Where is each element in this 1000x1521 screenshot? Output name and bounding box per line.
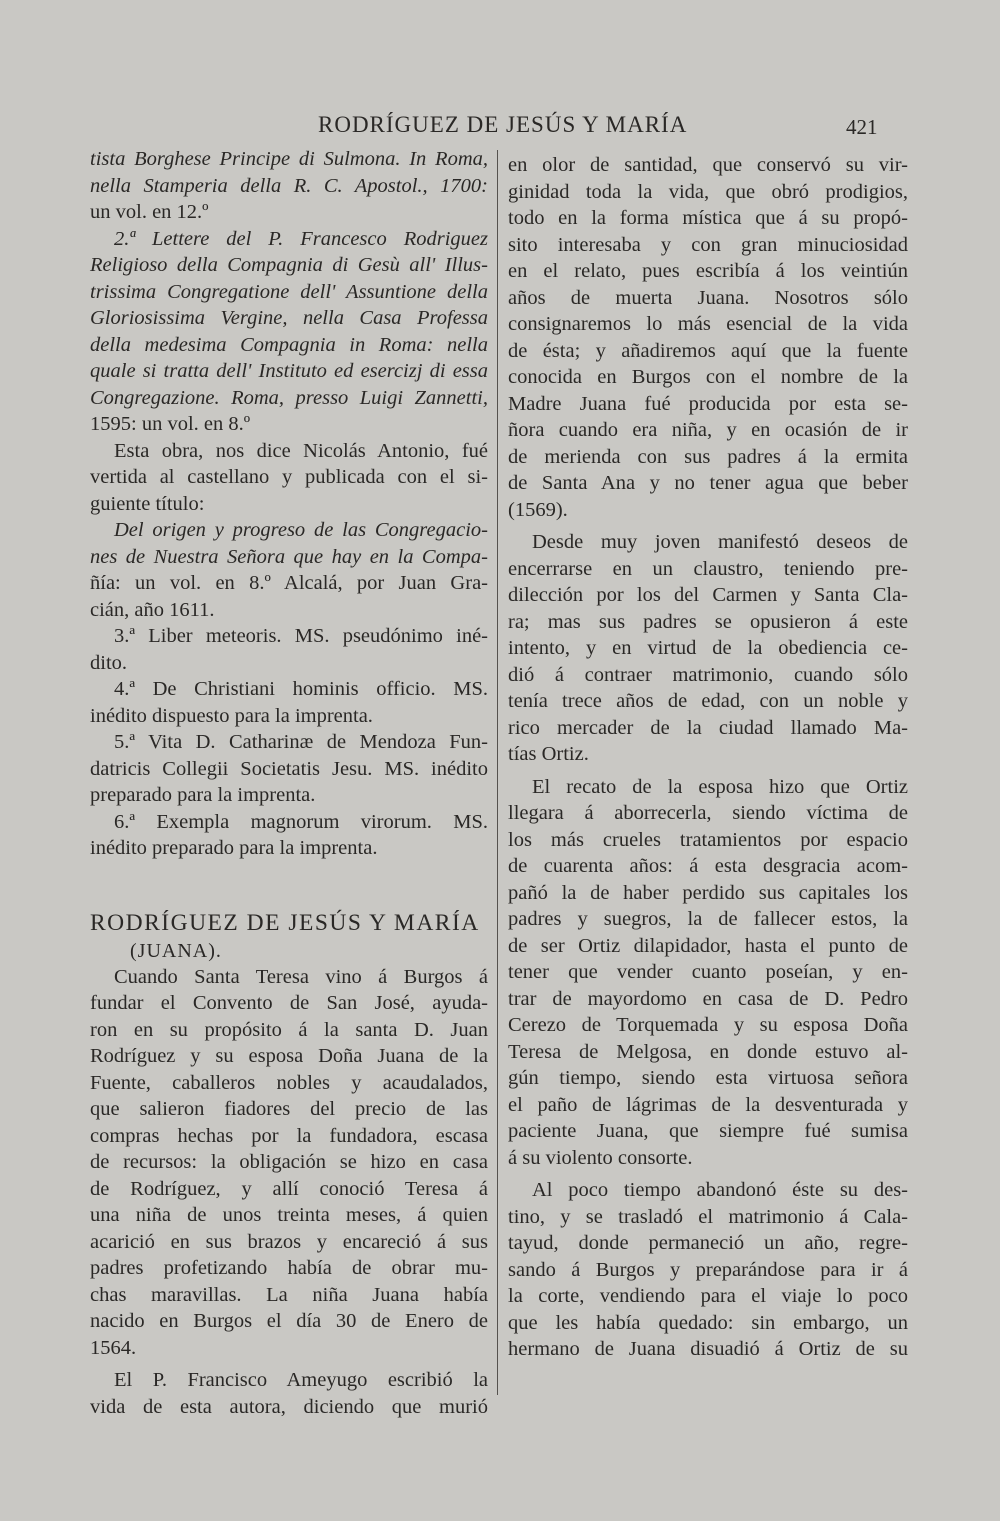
text-line: trar de mayordomo en casa de D. Pedro — [508, 987, 908, 1010]
section-subheading: (JUANA). — [130, 939, 222, 962]
text-line: 5.ª Vita D. Catharinæ de Mendoza Fun- — [114, 731, 488, 753]
text-line: vida de esta autora, diciendo que murió — [90, 1395, 488, 1418]
text-line: todo en la forma mística que á su propó- — [508, 207, 908, 229]
text-line: Al poco tiempo abandonó éste su des- — [532, 1179, 908, 1201]
text-line: los más crueles tratamientos por espacio — [508, 828, 908, 851]
text-line: á su violento consorte. — [508, 1146, 693, 1169]
biography-continuation — [508, 152, 908, 1363]
text-line: ñora cuando era niña, y en ocasión de ir — [508, 419, 908, 441]
text-line: 4.ª De Christiani hominis officio. MS. — [114, 678, 488, 700]
text-line: ñía: un vol. en 8.º Alcalá, por Juan Gra- — [90, 572, 488, 594]
text-line: de merienda con sus padres á la ermita — [508, 445, 908, 468]
text-line: Rodríguez y su esposa Doña Juana de la — [90, 1045, 488, 1067]
text-line: tías Ortiz. — [508, 743, 589, 765]
text-line: nella Stamperia della R. C. Apostol., 1700: — [90, 174, 488, 197]
text-line: tayud, donde permaneció un año, regre- — [508, 1232, 908, 1254]
text-line: años de muerta Juana. Nosotros sólo — [508, 286, 908, 309]
text-line: Del origen y progreso de las Congregacio- — [114, 519, 488, 541]
text-line: Esta obra, nos dice Nicolás Antonio, fué — [114, 439, 488, 462]
text-line: de Santa Ana y no tener agua que beber — [508, 472, 908, 494]
text-line: nacido en Burgos el día 30 de Enero de — [90, 1310, 488, 1332]
text-line: guiente título: — [90, 492, 205, 515]
text-line: fundar el Convento de San José, ayuda- — [90, 992, 488, 1014]
text-line: llegara á aborrecerla, siendo víctima de — [508, 802, 908, 824]
text-line: tino, y se trasladó el matrimonio á Cala- — [508, 1205, 908, 1228]
text-line: de Rodríguez, y allí conoció Teresa á — [90, 1177, 488, 1200]
page-number: 421 — [846, 115, 878, 139]
text-line: 1595: un vol. en 8.º — [90, 413, 251, 435]
text-line: inédito dispuesto para la imprenta. — [90, 704, 373, 727]
text-line: tista Borghese Principe di Sulmona. In Roma, — [90, 148, 488, 170]
running-title: RODRÍGUEZ DE JESÚS Y MARÍA — [318, 112, 688, 137]
text-line: la corte, vendiendo para el viaje lo poco — [508, 1285, 908, 1307]
text-line: encerrarse en un claustro, teniendo pre- — [508, 557, 908, 580]
text-line: Desde muy joven manifestó deseos de — [532, 531, 908, 553]
text-line: acarició en sus brazos y encareció á sus — [90, 1230, 488, 1253]
text-line: consignaremos lo más esencial de la vida — [508, 313, 908, 335]
text-line: que les había quedado: sin embargo, un — [508, 1311, 908, 1334]
text-line: 1564. — [90, 1336, 137, 1359]
text-line: El P. Francisco Ameyugo escribió la — [114, 1369, 488, 1391]
text-line: compras hechas por la fundadora, escasa — [90, 1124, 488, 1147]
text-line: dió á contraer matrimonio, cuando sólo — [508, 663, 908, 686]
bibliography-continuation — [90, 146, 488, 862]
section-heading: RODRÍGUEZ DE JESÚS Y MARÍA — [90, 909, 480, 936]
right-column — [508, 152, 908, 1363]
text-line: vertida al castellano y publicada con el si- — [90, 466, 488, 488]
biography-start — [90, 964, 488, 1421]
text-line: padres y suegros, la de fallecer estos, la — [508, 908, 908, 930]
text-line: Gloriosissima Vergine, nella Casa Professa — [90, 307, 488, 329]
text-line: Congregazione. Roma, presso Luigi Zannetti, — [90, 386, 488, 409]
text-line: trissima Congregatione dell' Assuntione della — [90, 280, 488, 303]
text-line: de cuarenta años: á esta desgracia acom- — [508, 855, 908, 877]
text-line: Religioso della Compagnia di Gesù all' Illus- — [90, 254, 488, 276]
text-line: inédito preparado para la imprenta. — [90, 837, 378, 859]
text-line: preparado para la imprenta. — [90, 784, 316, 806]
text-line: ginidad toda la vida, que obró prodigios, — [508, 180, 908, 203]
text-line: ra; mas sus padres se opusieron á este — [508, 610, 908, 633]
text-line: El recato de la esposa hizo que Ortiz — [532, 775, 908, 798]
text-line: (1569). — [508, 498, 568, 521]
text-line: tener que vender cuanto poseían, y en- — [508, 961, 908, 983]
text-line: nes de Nuestra Señora que hay en la Compa- — [90, 545, 488, 568]
text-line: 3.ª Liber meteoris. MS. pseudónimo iné- — [114, 625, 488, 647]
text-line: rico mercader de la ciudad llamado Ma- — [508, 716, 908, 739]
text-line: intento, y en virtud de la obediencia ce- — [508, 637, 908, 659]
text-line: datricis Collegii Societatis Jesu. MS. inédito — [90, 757, 488, 780]
text-line: Cuando Santa Teresa vino á Burgos á — [114, 965, 488, 988]
text-line: sito interesaba y con gran minuciosidad — [508, 233, 908, 256]
text-line: pañó la de haber perdido sus capitales los — [508, 881, 908, 904]
running-header — [0, 112, 1000, 142]
text-line: sando á Burgos y preparándose para ir á — [508, 1258, 908, 1281]
text-line: de ser Ortiz dilapidador, hasta el punto de — [508, 934, 908, 957]
text-line: hermano de Juana disuadió á Ortiz de su — [508, 1338, 908, 1360]
column-divider — [497, 150, 498, 1395]
text-line: 2.ª Lettere del P. Francesco Rodriguez — [114, 227, 488, 250]
text-line: de ésta; y añadiremos aquí que la fuente — [508, 339, 908, 362]
text-line: 6.ª Exempla magnorum virorum. MS. — [114, 810, 488, 833]
text-line: della medesima Compagnia in Roma: nella — [90, 333, 488, 356]
left-column — [90, 146, 488, 1420]
text-line: Teresa de Melgosa, en donde estuvo al- — [508, 1040, 908, 1063]
text-line: una niña de unos treinta meses, á quien — [90, 1204, 488, 1226]
text-line: padres profetizando había de obrar mu- — [90, 1257, 488, 1279]
text-line: tenía trece años de edad, con un noble y — [508, 690, 908, 712]
text-line: chas maravillas. La niña Juana había — [90, 1283, 488, 1306]
text-line: Madre Juana fué producida por esta se- — [508, 392, 908, 415]
text-line: paciente Juana, que siempre fué sumisa — [508, 1120, 908, 1142]
text-line: de recursos: la obligación se hizo en casa — [90, 1151, 488, 1173]
text-line: dito. — [90, 651, 128, 674]
text-line: ron en su propósito á la santa D. Juan — [90, 1018, 488, 1041]
text-line: un vol. en 12.º — [90, 201, 209, 223]
text-line: Fuente, caballeros nobles y acaudalados, — [90, 1071, 488, 1094]
text-line: Cerezo de Torquemada y su esposa Doña — [508, 1014, 908, 1036]
text-line: cián, año 1611. — [90, 598, 215, 621]
text-line: gún tiempo, siendo esta virtuosa señora — [508, 1067, 908, 1089]
text-line: el paño de lágrimas de la desventurada y — [508, 1093, 908, 1116]
text-line: en olor de santidad, que conservó su vir- — [508, 154, 908, 176]
text-line: dilección por los del Carmen y Santa Cla- — [508, 584, 908, 606]
text-line: conocida en Burgos con el nombre de la — [508, 366, 908, 388]
text-line: que salieron fiadores del precio de las — [90, 1098, 488, 1120]
text-line: en el relato, pues escribía á los veintiún — [508, 260, 908, 282]
text-line: quale si tratta dell' Instituto ed esercizj di essa — [90, 360, 488, 382]
